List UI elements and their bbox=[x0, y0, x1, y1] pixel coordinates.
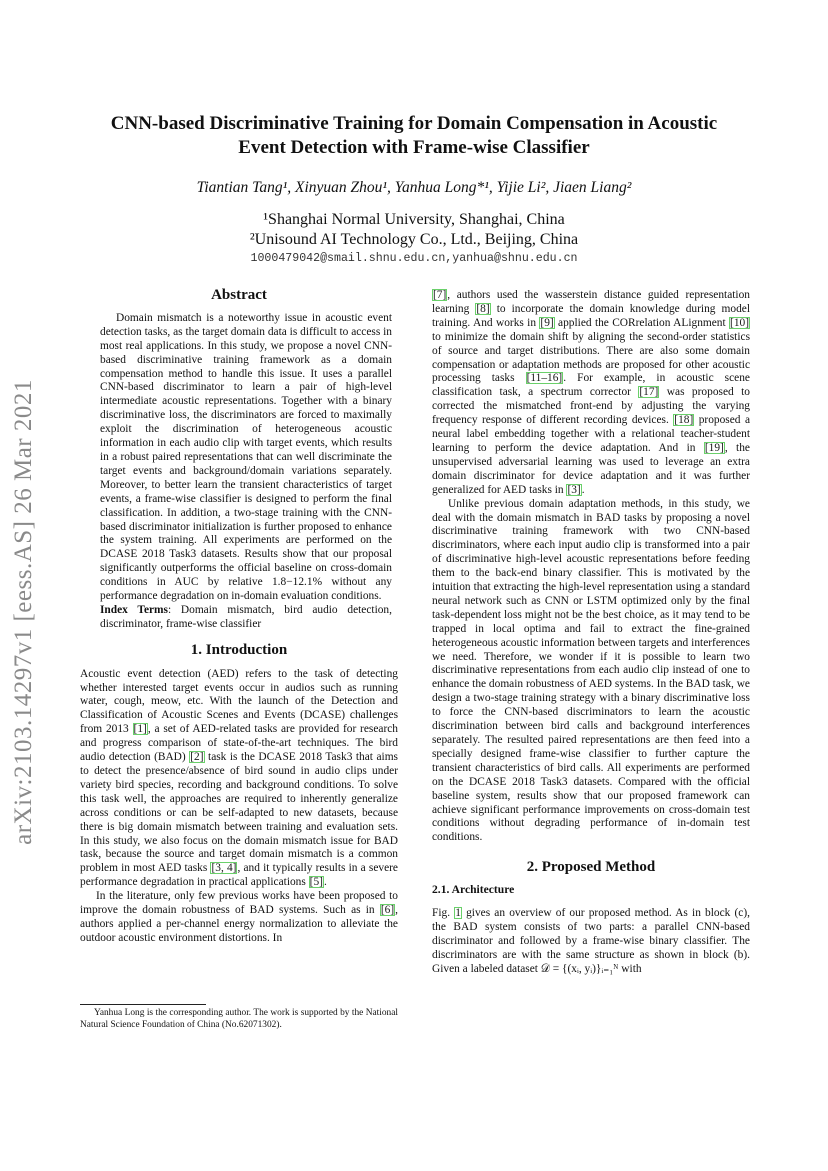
abstract-text: Domain mismatch is a noteworthy issue in acoustic event detection tasks, as the target domain data is difficult to access in most real applications. In this study, we propose a novel CNN-based discriminative training framework as a domain compensation method to handle this issue. It uses a parallel CNN-based discriminator to learn a pair of high-level intermediate acoustic representations. Together with a binary discriminative loss, the discriminators are forced to maximally exploit the discrimination of heterogeneous acoustic information in each audio clip with target events, which results in a robust paired representations that can well discriminate the target events and background/domain variations separately. Moreover, to better learn the transient characteristics of target events, a frame-wise classifier is designed to perform the final classification. In addition, a two-stage training with the CNN-based discriminator initialization is further proposed to enhance the system training. All experiments are performed on the DCASE 2018 Task3 datasets. Results show that our proposal significantly outperforms the official baseline on cross-domain conditions in AUC by relative 1.8−12.1% without any performance degradation on in-domain evaluation conditions. bbox=[100, 311, 392, 603]
citation-link[interactable]: [3, 4] bbox=[211, 862, 237, 875]
footnote: Yanhua Long is the corresponding author. The work is supported by the National Natural Science Foundation of China (No.62071302). bbox=[80, 1008, 398, 1030]
citation-link[interactable]: [5] bbox=[309, 876, 323, 889]
citation-link[interactable]: [3] bbox=[567, 483, 581, 496]
architecture-paragraph-1: Fig. 1 gives an overview of our proposed method. As in block (c), the BAD system consists of two parts: a parallel CNN-based discriminator and followed by a frame-wise binary classifier. The discriminators are with the same structure as shown in block (b). Given a labeled dataset 𝒟 = {(xᵢ, yᵢ)}ᵢ₌₁ᴺ with bbox=[432, 907, 751, 975]
citation-link[interactable]: [11–16] bbox=[526, 372, 563, 385]
author-list: Tiantian Tang¹, Xinyuan Zhou¹, Yanhua Long*¹, Yijie Li², Jiaen Liang² bbox=[196, 179, 632, 196]
index-terms-text: : Domain mismatch, bird audio detection, discriminator, frame-wise classifier bbox=[100, 603, 392, 630]
citation-link[interactable]: [10] bbox=[730, 316, 750, 329]
right-column bbox=[432, 289, 750, 977]
citation-link[interactable]: [2] bbox=[190, 751, 204, 764]
right-paragraph-1: [7], authors used the wasserstein distance guided representation learning [8] to incorporate the domain knowledge during model training. And works in [9] applied the CORrelation ALignment [10] to minimize the domain shift by aligning the second-order statistics of source and target distributions. There are also some domain compensation or adaptation methods are proposed for other acoustic processing tasks [11–16]. For example, in acoustic scene classification task, a spectrum corrector [17] was proposed to corrected the mismatched front-end by adjusting the varying frequency response of different recording devices. [18] proposed a neural label embedding together with a relational teacher-student learning to perform the device adaptation. And in [19], the unsupervised adversarial learning was used to leverage an extra domain discriminator for device adaptation and it was further generalized for AED tasks in [3]. bbox=[432, 289, 750, 496]
paper-title bbox=[80, 112, 748, 160]
intro-paragraph-1: Acoustic event detection (AED) refers to the task of detecting whether interested target events occur in audios such as running water, cough, meow, etc. With the launch of the Detection and Classification of Acoustic Scenes and Events (DCASE) challenges from 2013 [1], a set of AED-related tasks are provided for research and progress comparison of state-of-the-art techniques. The bird audio detection (BAD) [2] task is the DCASE 2018 Task3 that aims to detect the presence/absence of bird sound in audio clips under variety bird species, recording and background conditions. To solve this task well, the approaches are required to inherently generalize across conditions or can be self-adapted to new datasets, because there is big domain mismatch between training and evaluation sets. In this study, we also focus on the domain mismatch issue for BAD task, because the source and target domain mismatch is a common problem in most AED tasks [3, 4], and it typically results in a severe performance degradation in practical applications [5]. bbox=[80, 667, 398, 889]
abstract-heading: Abstract bbox=[211, 287, 267, 303]
citation-link[interactable]: [18] bbox=[674, 414, 694, 427]
author-emails: 1000479042@smail.shnu.edu.cn,yanhua@shnu.edu.cn bbox=[250, 252, 578, 265]
arxiv-identifier-text: arXiv:2103.14297v1 [eess.AS] 26 Mar 2021 bbox=[10, 379, 37, 845]
citation-link[interactable]: [6] bbox=[380, 904, 395, 917]
introduction-heading: 1. Introduction bbox=[190, 641, 288, 658]
citation-link[interactable]: [19] bbox=[704, 441, 724, 454]
title-line-2: Event Detection with Frame-wise Classifier bbox=[238, 137, 590, 158]
right-paragraph-2: Unlike previous domain adaptation methods, in this study, we deal with the domain mismatch in BAD tasks by proposing a novel discriminative training framework with two CNN-based discriminators, where each input audio clip is transformed into a pair of discriminative high-level acoustic representations before feeding them to the back-end binary classifier. This is motivated by the intuition that extracting the high-level representation using a standard neural network such as CNN or LSTM optimized only by the final task-dependent loss might not be the best choice, as it may tend to be trapped in local optima and fail to extract the fine-grained heterogeneous acoustic information between targets and interferences we need. Therefore, we wonder if it is possible to learn two discriminative representations from each audio clip instead of one to enhance the domain robustness of AED systems. In the BAD task, we design a two-stage training strategy with a binary discriminative loss to force the CNN-based discriminators to learn the acoustic discrimination between bird calls and background interferences separately. The resulted paired representations are then feed into a specially designed frame-wise classifier to further capture the transient characteristics of bird calls. All experiments are performed on the DCASE 2018 Task3 datasets. Compared with the official baseline system, results show that our proposed framework can achieve significant performance improvements on cross-domain test conditions without degrading performance of in-domain test conditions. bbox=[432, 497, 750, 844]
index-terms bbox=[80, 604, 398, 632]
citation-link[interactable]: [1] bbox=[133, 723, 147, 736]
arxiv-identifier-stamp bbox=[4, 352, 44, 872]
affiliation-2: ²Unisound AI Technology Co., Ltd., Beijing, China bbox=[249, 231, 579, 248]
left-column bbox=[80, 289, 398, 946]
citation-link[interactable]: [7] bbox=[433, 289, 447, 301]
affiliation-1: ¹Shanghai Normal University, Shanghai, China bbox=[263, 211, 565, 228]
figure-link[interactable]: 1 bbox=[455, 907, 461, 920]
title-line-1: CNN-based Discriminative Training for Domain Compensation in Acoustic bbox=[110, 113, 718, 134]
index-terms-label: Index Terms bbox=[100, 603, 168, 616]
architecture-heading: 2.1. Architecture bbox=[432, 883, 515, 897]
proposed-method-heading: 2. Proposed Method bbox=[526, 859, 656, 876]
citation-link[interactable]: [8] bbox=[476, 302, 490, 315]
intro-paragraph-2: In the literature, only few previous works have been proposed to improve the domain robustness of BAD systems. Such as in [6], authors applied a per-channel energy normalization to alleviate the outdoor acoustic environment distortions. In bbox=[80, 890, 398, 944]
footnote-divider bbox=[80, 1004, 206, 1005]
citation-link[interactable]: [9] bbox=[540, 316, 554, 329]
citation-link[interactable]: [17] bbox=[639, 386, 659, 399]
